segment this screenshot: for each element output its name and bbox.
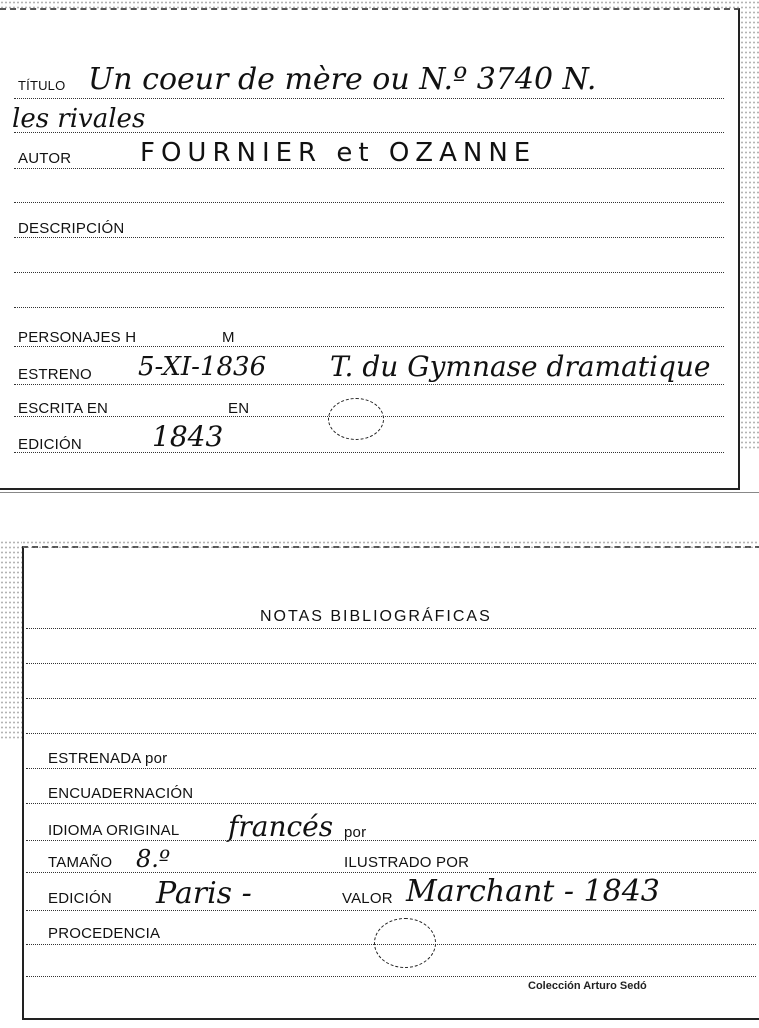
por-label: por (344, 824, 367, 841)
scan-noise-top (0, 0, 759, 10)
personajes-label: PERSONAJES H (18, 329, 137, 346)
blank-rule-1 (14, 202, 724, 203)
edicion-value-bottom: Paris - (156, 876, 252, 911)
blank-rule-2 (14, 272, 724, 273)
ilustrado-label: ILUSTRADO POR (344, 854, 470, 871)
edicion-value-top: 1843 (152, 420, 224, 453)
valor-value: Marchant - 1843 (406, 874, 660, 909)
titulo-label: TÍTULO (18, 78, 66, 93)
titulo-rule-2 (14, 132, 724, 133)
autor-label: AUTOR (18, 150, 72, 167)
scan-noise-bottom-top (22, 540, 759, 548)
notas-rule-3 (26, 698, 756, 699)
escrita-en-label: ESCRITA EN (18, 400, 109, 417)
notas-rule-1 (26, 628, 756, 629)
idioma-label: IDIOMA ORIGINAL (48, 822, 180, 839)
blank-rule-bottom (26, 976, 756, 977)
page-separator (0, 492, 759, 493)
estrenada-rule (26, 768, 756, 769)
notas-rule-2 (26, 663, 756, 664)
autor-value: FOURNIER et OZANNE (140, 138, 537, 168)
procedencia-label: PROCEDENCIA (48, 925, 161, 942)
edicion-rule-top (14, 452, 724, 453)
personajes-m-label: M (222, 329, 235, 346)
edicion-rule-bottom (26, 910, 756, 911)
estrenada-label: ESTRENADA por (48, 750, 168, 767)
valor-label: VALOR (342, 890, 393, 907)
titulo-value-line2: les rivales (12, 104, 146, 134)
descripcion-label: DESCRIPCIÓN (18, 220, 125, 237)
collection-credit: Colección Arturo Sedó (528, 980, 647, 992)
encuadernacion-rule (26, 803, 756, 804)
estreno-place: T. du Gymnase dramatique (330, 350, 711, 383)
en-label: EN (228, 400, 250, 417)
idioma-value: francés (228, 810, 334, 843)
titulo-rule (14, 98, 724, 99)
tamano-value: 8.º (136, 845, 171, 873)
notas-heading: NOTAS BIBLIOGRÁFICAS (260, 608, 492, 625)
blank-rule-3 (14, 307, 724, 308)
stamp-mark-bottom (374, 918, 436, 968)
scan-noise-right (740, 10, 759, 450)
stamp-mark-top (328, 398, 384, 440)
idioma-rule (26, 840, 756, 841)
estreno-rule (14, 384, 724, 385)
encuadernacion-label: ENCUADERNACIÓN (48, 785, 194, 802)
personajes-rule (14, 346, 724, 347)
scan-noise-left (0, 540, 22, 740)
tamano-label: TAMAÑO (48, 854, 113, 871)
tamano-rule (26, 872, 756, 873)
autor-rule (14, 168, 724, 169)
edicion-label-bottom: EDICIÓN (48, 890, 112, 907)
estreno-label: ESTRENO (18, 366, 92, 383)
edicion-label-top: EDICIÓN (18, 436, 82, 453)
titulo-value-line1: Un coeur de mère ou N.º 3740 N. (88, 62, 597, 97)
descripcion-rule (14, 237, 724, 238)
notas-rule-4 (26, 733, 756, 734)
estreno-date: 5-XI-1836 (138, 352, 267, 382)
